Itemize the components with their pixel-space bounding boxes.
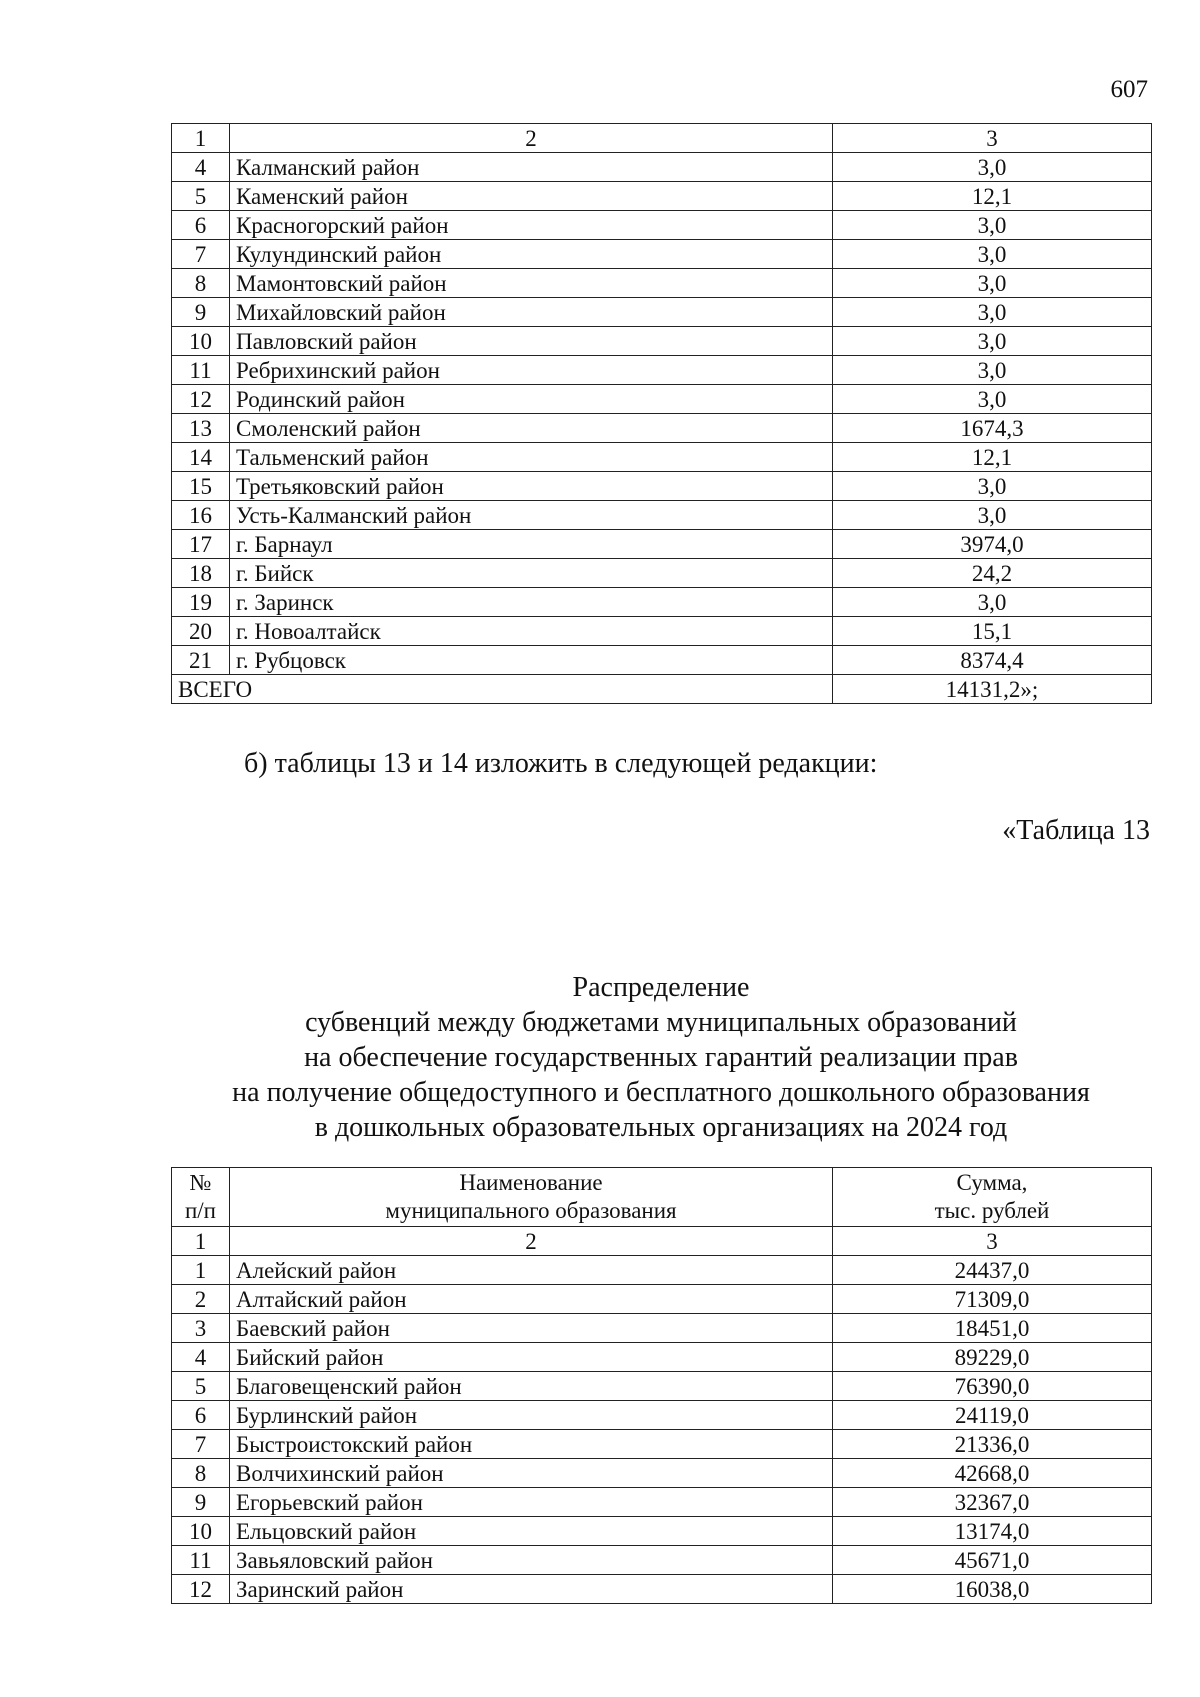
table-row [172,1285,1152,1314]
table-row [172,588,1152,617]
row-number: 11 [172,356,230,385]
amount: 1674,3 [833,414,1152,443]
row-number: 14 [172,443,230,472]
amount: 24119,0 [833,1401,1152,1430]
municipality-name: Егорьевский район [230,1488,833,1517]
table-row [172,182,1152,211]
total-label: ВСЕГО [172,675,833,704]
table-row [172,1314,1152,1343]
amount: 18451,0 [833,1314,1152,1343]
municipality-name: Заринский район [230,1575,833,1604]
row-number: 12 [172,1575,230,1604]
municipality-name: Завьяловский район [230,1546,833,1575]
instruction-text: б) таблицы 13 и 14 изложить в следующей редакции: [244,748,878,779]
table-row [172,1343,1152,1372]
column-number-row [172,124,1152,153]
title-line: субвенций между бюджетами муниципальных образований [305,1007,1017,1038]
municipality-name: Бийский район [230,1343,833,1372]
municipality-name: г. Барнаул [230,530,833,559]
column-number-3: 3 [833,1227,1152,1256]
table-row [172,153,1152,182]
amount: 3,0 [833,356,1152,385]
row-number: 5 [172,182,230,211]
table-row [172,1546,1152,1575]
municipality-name: Мамонтовский район [230,269,833,298]
page-number: 607 [1110,76,1148,103]
municipality-name: Алейский район [230,1256,833,1285]
header-sum-line2: тыс. рублей [934,1198,1050,1223]
municipality-name: Красногорский район [230,211,833,240]
table-row [172,559,1152,588]
column-number-1: 1 [172,124,230,153]
continued-table [171,123,1152,704]
header-name-line1: Наименование [459,1170,603,1195]
amount: 24,2 [833,559,1152,588]
municipality-name: г. Бийск [230,559,833,588]
amount: 3,0 [833,327,1152,356]
column-number-row [172,1227,1152,1256]
municipality-name: г. Заринск [230,588,833,617]
table-row [172,472,1152,501]
amount: 3,0 [833,269,1152,298]
row-number: 8 [172,1459,230,1488]
amount: 3974,0 [833,530,1152,559]
municipality-name: Благовещенский район [230,1372,833,1401]
table-row [172,327,1152,356]
amount: 3,0 [833,240,1152,269]
table-row [172,443,1152,472]
amount: 45671,0 [833,1546,1152,1575]
municipality-name: Павловский район [230,327,833,356]
amount: 32367,0 [833,1488,1152,1517]
distribution-table-body [172,1168,1152,1604]
row-number: 8 [172,269,230,298]
row-number: 4 [172,153,230,182]
row-number: 11 [172,1546,230,1575]
title-line: Распределение [572,972,750,1003]
municipality-name: Калманский район [230,153,833,182]
header-name [230,1168,833,1227]
row-number: 7 [172,240,230,269]
municipality-name: Родинский район [230,385,833,414]
municipality-name: Волчихинский район [230,1459,833,1488]
amount: 3,0 [833,298,1152,327]
distribution-title [171,970,1151,1145]
table-row [172,211,1152,240]
amount: 89229,0 [833,1343,1152,1372]
row-number: 6 [172,1401,230,1430]
title-line: на обеспечение государственных гарантий реализации прав [304,1042,1018,1073]
table-row [172,617,1152,646]
amount: 15,1 [833,617,1152,646]
title-line: на получение общедоступного и бесплатного дошкольного образования [232,1077,1090,1108]
municipality-name: г. Рубцовск [230,646,833,675]
column-number-2: 2 [230,1227,833,1256]
municipality-name: Баевский район [230,1314,833,1343]
municipality-name: Михайловский район [230,298,833,327]
distribution-table [171,1167,1152,1604]
table-row [172,530,1152,559]
row-number: 7 [172,1430,230,1459]
amount: 3,0 [833,501,1152,530]
amount: 8374,4 [833,646,1152,675]
table-row [172,501,1152,530]
amount: 3,0 [833,472,1152,501]
header-number-line1: № [189,1170,212,1195]
header-row [172,1168,1152,1227]
municipality-name: Каменский район [230,182,833,211]
municipality-name: Кулундинский район [230,240,833,269]
amount: 3,0 [833,211,1152,240]
total-value: 14131,2»; [833,675,1152,704]
table-row [172,1430,1152,1459]
table-row [172,1256,1152,1285]
row-number: 19 [172,588,230,617]
table-label: «Таблица 13 [1002,815,1150,846]
row-number: 3 [172,1314,230,1343]
header-sum-line1: Сумма, [956,1170,1028,1195]
table-row [172,646,1152,675]
municipality-name: Третьяковский район [230,472,833,501]
table-row [172,356,1152,385]
row-number: 9 [172,1488,230,1517]
row-number: 2 [172,1285,230,1314]
amount: 13174,0 [833,1517,1152,1546]
row-number: 1 [172,1256,230,1285]
amount: 12,1 [833,182,1152,211]
header-number-line2: п/п [184,1198,216,1223]
amount: 76390,0 [833,1372,1152,1401]
table-row [172,240,1152,269]
row-number: 9 [172,298,230,327]
amount: 12,1 [833,443,1152,472]
amount: 3,0 [833,385,1152,414]
municipality-name: Ельцовский район [230,1517,833,1546]
amount: 24437,0 [833,1256,1152,1285]
table-row [172,385,1152,414]
table-row [172,1517,1152,1546]
amount: 71309,0 [833,1285,1152,1314]
amount: 3,0 [833,153,1152,182]
row-number: 16 [172,501,230,530]
column-number-3: 3 [833,124,1152,153]
municipality-name: Алтайский район [230,1285,833,1314]
municipality-name: Смоленский район [230,414,833,443]
row-number: 10 [172,1517,230,1546]
row-number: 21 [172,646,230,675]
header-sum [833,1168,1152,1227]
amount: 21336,0 [833,1430,1152,1459]
row-number: 10 [172,327,230,356]
table-row [172,298,1152,327]
row-number: 6 [172,211,230,240]
row-number: 4 [172,1343,230,1372]
table-row [172,414,1152,443]
table-row [172,1488,1152,1517]
row-number: 15 [172,472,230,501]
amount: 16038,0 [833,1575,1152,1604]
municipality-name: Ребрихинский район [230,356,833,385]
row-number: 5 [172,1372,230,1401]
municipality-name: г. Новоалтайск [230,617,833,646]
amount: 3,0 [833,588,1152,617]
municipality-name: Усть-Калманский район [230,501,833,530]
row-number: 13 [172,414,230,443]
table-row [172,269,1152,298]
table-row [172,1575,1152,1604]
municipality-name: Тальменский район [230,443,833,472]
municipality-name: Быстроистокский район [230,1430,833,1459]
row-number: 12 [172,385,230,414]
row-number: 17 [172,530,230,559]
column-number-1: 1 [172,1227,230,1256]
continued-table-body [172,124,1152,675]
column-number-2: 2 [230,124,833,153]
title-line: в дошкольных образовательных организациях на 2024 год [314,1112,1008,1143]
total-row [172,675,1152,704]
table-row [172,1401,1152,1430]
header-number [172,1168,230,1227]
row-number: 18 [172,559,230,588]
table-row [172,1372,1152,1401]
municipality-name: Бурлинский район [230,1401,833,1430]
row-number: 20 [172,617,230,646]
table-row [172,1459,1152,1488]
amount: 42668,0 [833,1459,1152,1488]
header-name-line2: муниципального образования [385,1198,677,1223]
